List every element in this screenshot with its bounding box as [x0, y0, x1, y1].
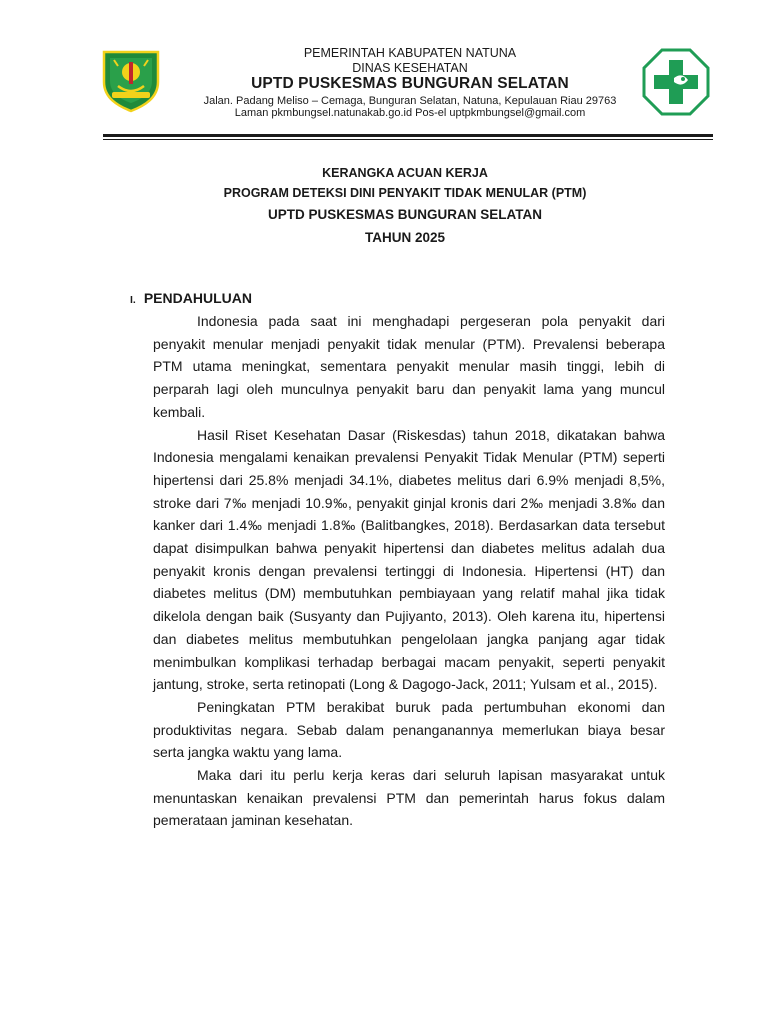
section-body [153, 310, 665, 832]
section-heading [130, 290, 252, 306]
letterhead-department: DINAS KESEHATAN [352, 61, 468, 75]
letterhead [0, 0, 768, 150]
letterhead-address: Jalan. Padang Meliso – Cemaga, Bunguran Selatan, Natuna, Kepulauan Riau 29763 [203, 95, 617, 107]
paragraph: Peningkatan PTM berakibat buruk pada pertumbuhan ekonomi dan produktivitas negara. Sebab dalam penanganannya memerlukan biaya besar serta jangka waktu yang lama. [153, 698, 665, 761]
section-number: I. [130, 294, 136, 306]
puskesmas-cross-icon [642, 48, 710, 116]
document-title: KERANGKA ACUAN KERJA [322, 166, 488, 180]
paragraph: Hasil Riset Kesehatan Dasar (Riskesdas) tahun 2018, dikatakan bahwa Indonesia mengalami kenaikan prevalensi Penyakit Tidak Menular (PTM) seperti hipertensi dari 25.8% menjadi 34.1%, diabetes melitus dari 6.9% menjadi 8,5%, stroke dari 7‰ menjadi 10.9‰, penyakit ginjal kronis dari 2‰ menjadi 3.8‰ dan kanker dari 1.4‰ menjadi 1.8‰ (Balitbangkes, 2018). Berdasarkan data tersebut dapat disimpulkan bahwa penyakit hipertensi dan diabetes melitus adalah dua penyakit kronis dengan prevalensi tertinggi di Indonesia. Hipertensi (HT) dan diabetes melitus (DM) membutuhkan pembiayaan yang relatif mahal jika tidak dikelola dengan baik (Susyanty dan Pujiyanto, 2013). Oleh karena itu, hipertensi dan diabetes melitus membutuhkan pengelolaan jangka panjang agar tidak menimbulkan komplikasi terhadap berbagai macam penyakit, seperti penyakit jantung, stroke, serta retinopati (Long & Dagogo-Jack, 2011; Yulsam et al., 2015). [153, 426, 665, 693]
paragraph: Maka dari itu perlu kerja keras dari seluruh lapisan masyarakat untuk menuntaskan kenaikan prevalensi PTM dan pemerintah harus fokus dalam pemerataan jaminan kesehatan. [153, 767, 665, 829]
letterhead-divider [103, 134, 713, 137]
letterhead-government: PEMERINTAH KABUPATEN NATUNA [303, 46, 517, 60]
institution-title: UPTD PUSKESMAS BUNGURAN SELATAN [267, 207, 542, 222]
letterhead-contact: Laman pkmbungsel.natunakab.go.id Pos-el uptpkmbungsel@gmail.com [234, 107, 586, 119]
letterhead-institution: UPTD PUSKESMAS BUNGURAN SELATAN [251, 75, 569, 92]
letterhead-divider-thin [103, 139, 713, 140]
year-title: TAHUN 2025 [364, 230, 446, 245]
program-title: PROGRAM DETEKSI DINI PENYAKIT TIDAK MENULAR (PTM) [223, 186, 587, 200]
paragraph: Indonesia pada saat ini menghadapi pergeseran pola penyakit dari penyakit menular menjadi penyakit tidak menular (PTM). Prevalensi beberapa PTM utama meningkat, sementara penyakit menular masih tinggi, lebih di perparah lagi oleh munculnya penyakit baru dan penyakit lama yang muncul kembali. [153, 313, 665, 420]
natuna-regency-crest-icon [98, 48, 164, 114]
section-title: PENDAHULUAN [143, 290, 252, 306]
